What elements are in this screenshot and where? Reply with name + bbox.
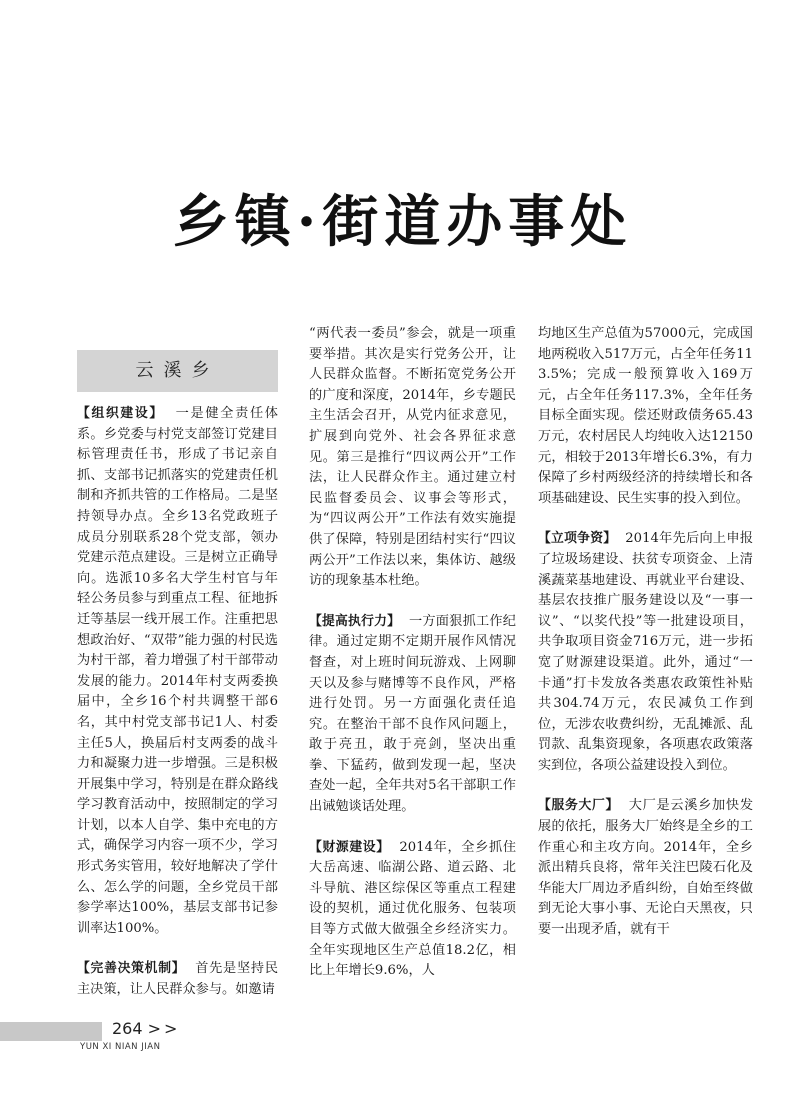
chevron-right-icon: >>	[147, 1019, 181, 1038]
section-heading: 云溪乡	[77, 350, 278, 392]
page-number	[112, 1019, 180, 1038]
paragraph	[538, 529, 753, 776]
paragraph-heading: 【提高执行力】	[309, 613, 401, 629]
paragraph-heading: 【立项争资】	[538, 531, 617, 547]
paragraph-heading: 【组织建设】	[77, 406, 164, 421]
column-3	[538, 324, 753, 941]
paragraph-heading: 【完善决策机制】	[77, 961, 186, 977]
page-number-value: 264	[112, 1019, 143, 1038]
paragraph	[77, 404, 278, 939]
page-title: 乡镇·街道办事处	[172, 189, 633, 255]
column-2	[309, 324, 516, 982]
running-head: YUN XI NIAN JIAN	[80, 1042, 161, 1052]
paragraph	[77, 959, 278, 1000]
paragraph-heading: 【服务大厂】	[538, 798, 619, 814]
paragraph-body: 2014年，全乡抓住大岳高速、临湖公路、道云路、北斗导航、港区综保区等重点工程建设的契机，通过优化服务、包装项目等方式做大做强全乡经济实力。全年实现地区生产总值18.2亿，相比上年增长9.6%，人	[309, 839, 517, 979]
paragraph-body: “两代表一委员”参会，就是一项重要举措。其次是实行党务公开，让人民群众监督。不断拓宽党务公开的广度和深度，2014年，乡专题民主生活会召开，从党内征求意见，扩展到向党外、社会各界征求意见。第三是推行“四议两公开”工作法，让人民群众作主。通过建立村民监督委员会、议事会等形式，为“四议两公开”工作法有效实施提供了保障，特别是团结村实行“四议两公开”工作法以来，集体访、越级访的现象基本杜绝。	[309, 326, 516, 589]
paragraph	[309, 612, 516, 818]
paragraph-body: 大厂是云溪乡加快发展的依托，服务大厂始终是全乡的工作重心和主攻方向。2014年，全乡派出精兵良将，常年关注巴陵石化及华能大厂周边矛盾纠纷，自始至终做到无论大事小事、无论白天黑夜，只要一出现矛盾，就有干	[538, 798, 754, 938]
footer-bar	[0, 1022, 102, 1041]
column-1	[77, 350, 278, 1001]
paragraph	[309, 324, 516, 592]
paragraph	[309, 838, 516, 982]
paragraph	[538, 796, 753, 940]
paragraph-heading: 【财源建设】	[309, 839, 390, 855]
paragraph-body: 首先是坚持民主决策，让人民群众参与。如邀请	[77, 961, 279, 998]
paragraph-body: 2014年先后向上申报了垃圾场建设、扶贫专项资金、上清溪蔬菜基地建设、再就业平台建设、基层农技推广服务建设以及“一事一议”、“以奖代投”等一批建设项目，共争取项目资金716万元，进一步拓宽了财源建设渠道。此外，通过“一卡通”打卡发放各类惠农政策性补贴共304.74万元，农民减负工作到位，无涉农收费纠纷，无乱摊派、乱罚款、乱集资现象，各项惠农政策落实到位，各项公益建设投入到位。	[538, 531, 754, 773]
paragraph-body: 均地区生产总值为57000元，完成国地两税收入517万元，占全年任务113.5%；完成一般预算收入169万元，占全年任务117.3%，全年任务目标全面实现。偿还财政债务65.43万元，农村居民人均纯收入达12150元，相较于2013年增长6.3%，有力保障了乡村两级经济的持续增长和各项基础建设、民生实事的投入到位。	[538, 326, 753, 506]
paragraph-body: 一是健全责任体系。乡党委与村党支部签订党建目标管理责任书，形成了书记亲自抓、支部书记抓落实的党建责任机制和齐抓共管的工作格局。二是坚持领导办点。全乡13名党政班子成员分别联系28个党支部，领办党建示范点建设。三是树立正确导向。选派10多名大学生村官与年轻公务员参与到重点工程、征地拆迁等基层一线开展工作。注重把思想政治好、“双带”能力强的村民选为村干部，着力增强了村干部带动发展的能力。2014年村支两委换届中，全乡16个村共调整干部6名，其中村党支部书记1人、村委主任5人，换届后村支两委的战斗力和凝聚力进一步增强。三是积极开展集中学习，特别是在群众路线学习教育活动中，按照制定的学习计划，以本人自学、集中充电的方式，确保学习内容一项不少，学习形式务实管用，较好地解决了学什么、怎么学的问题，全乡党员干部参学率达100%，基层支部书记参训率达100%。	[77, 406, 278, 936]
paragraph	[538, 324, 753, 509]
paragraph-body: 一方面狠抓工作纪律。通过定期不定期开展作风情况督查，对上班时间玩游戏、上网聊天以及参与赌博等不良作风，严格进行处罚。另一方面强化责任追究。在整治干部不良作风问题上，敢于亮丑，敢于亮剑，坚决出重拳、下猛药，做到发现一起，坚决查处一起，全年共对5名干部职工作出诫勉谈话处理。	[309, 613, 516, 815]
